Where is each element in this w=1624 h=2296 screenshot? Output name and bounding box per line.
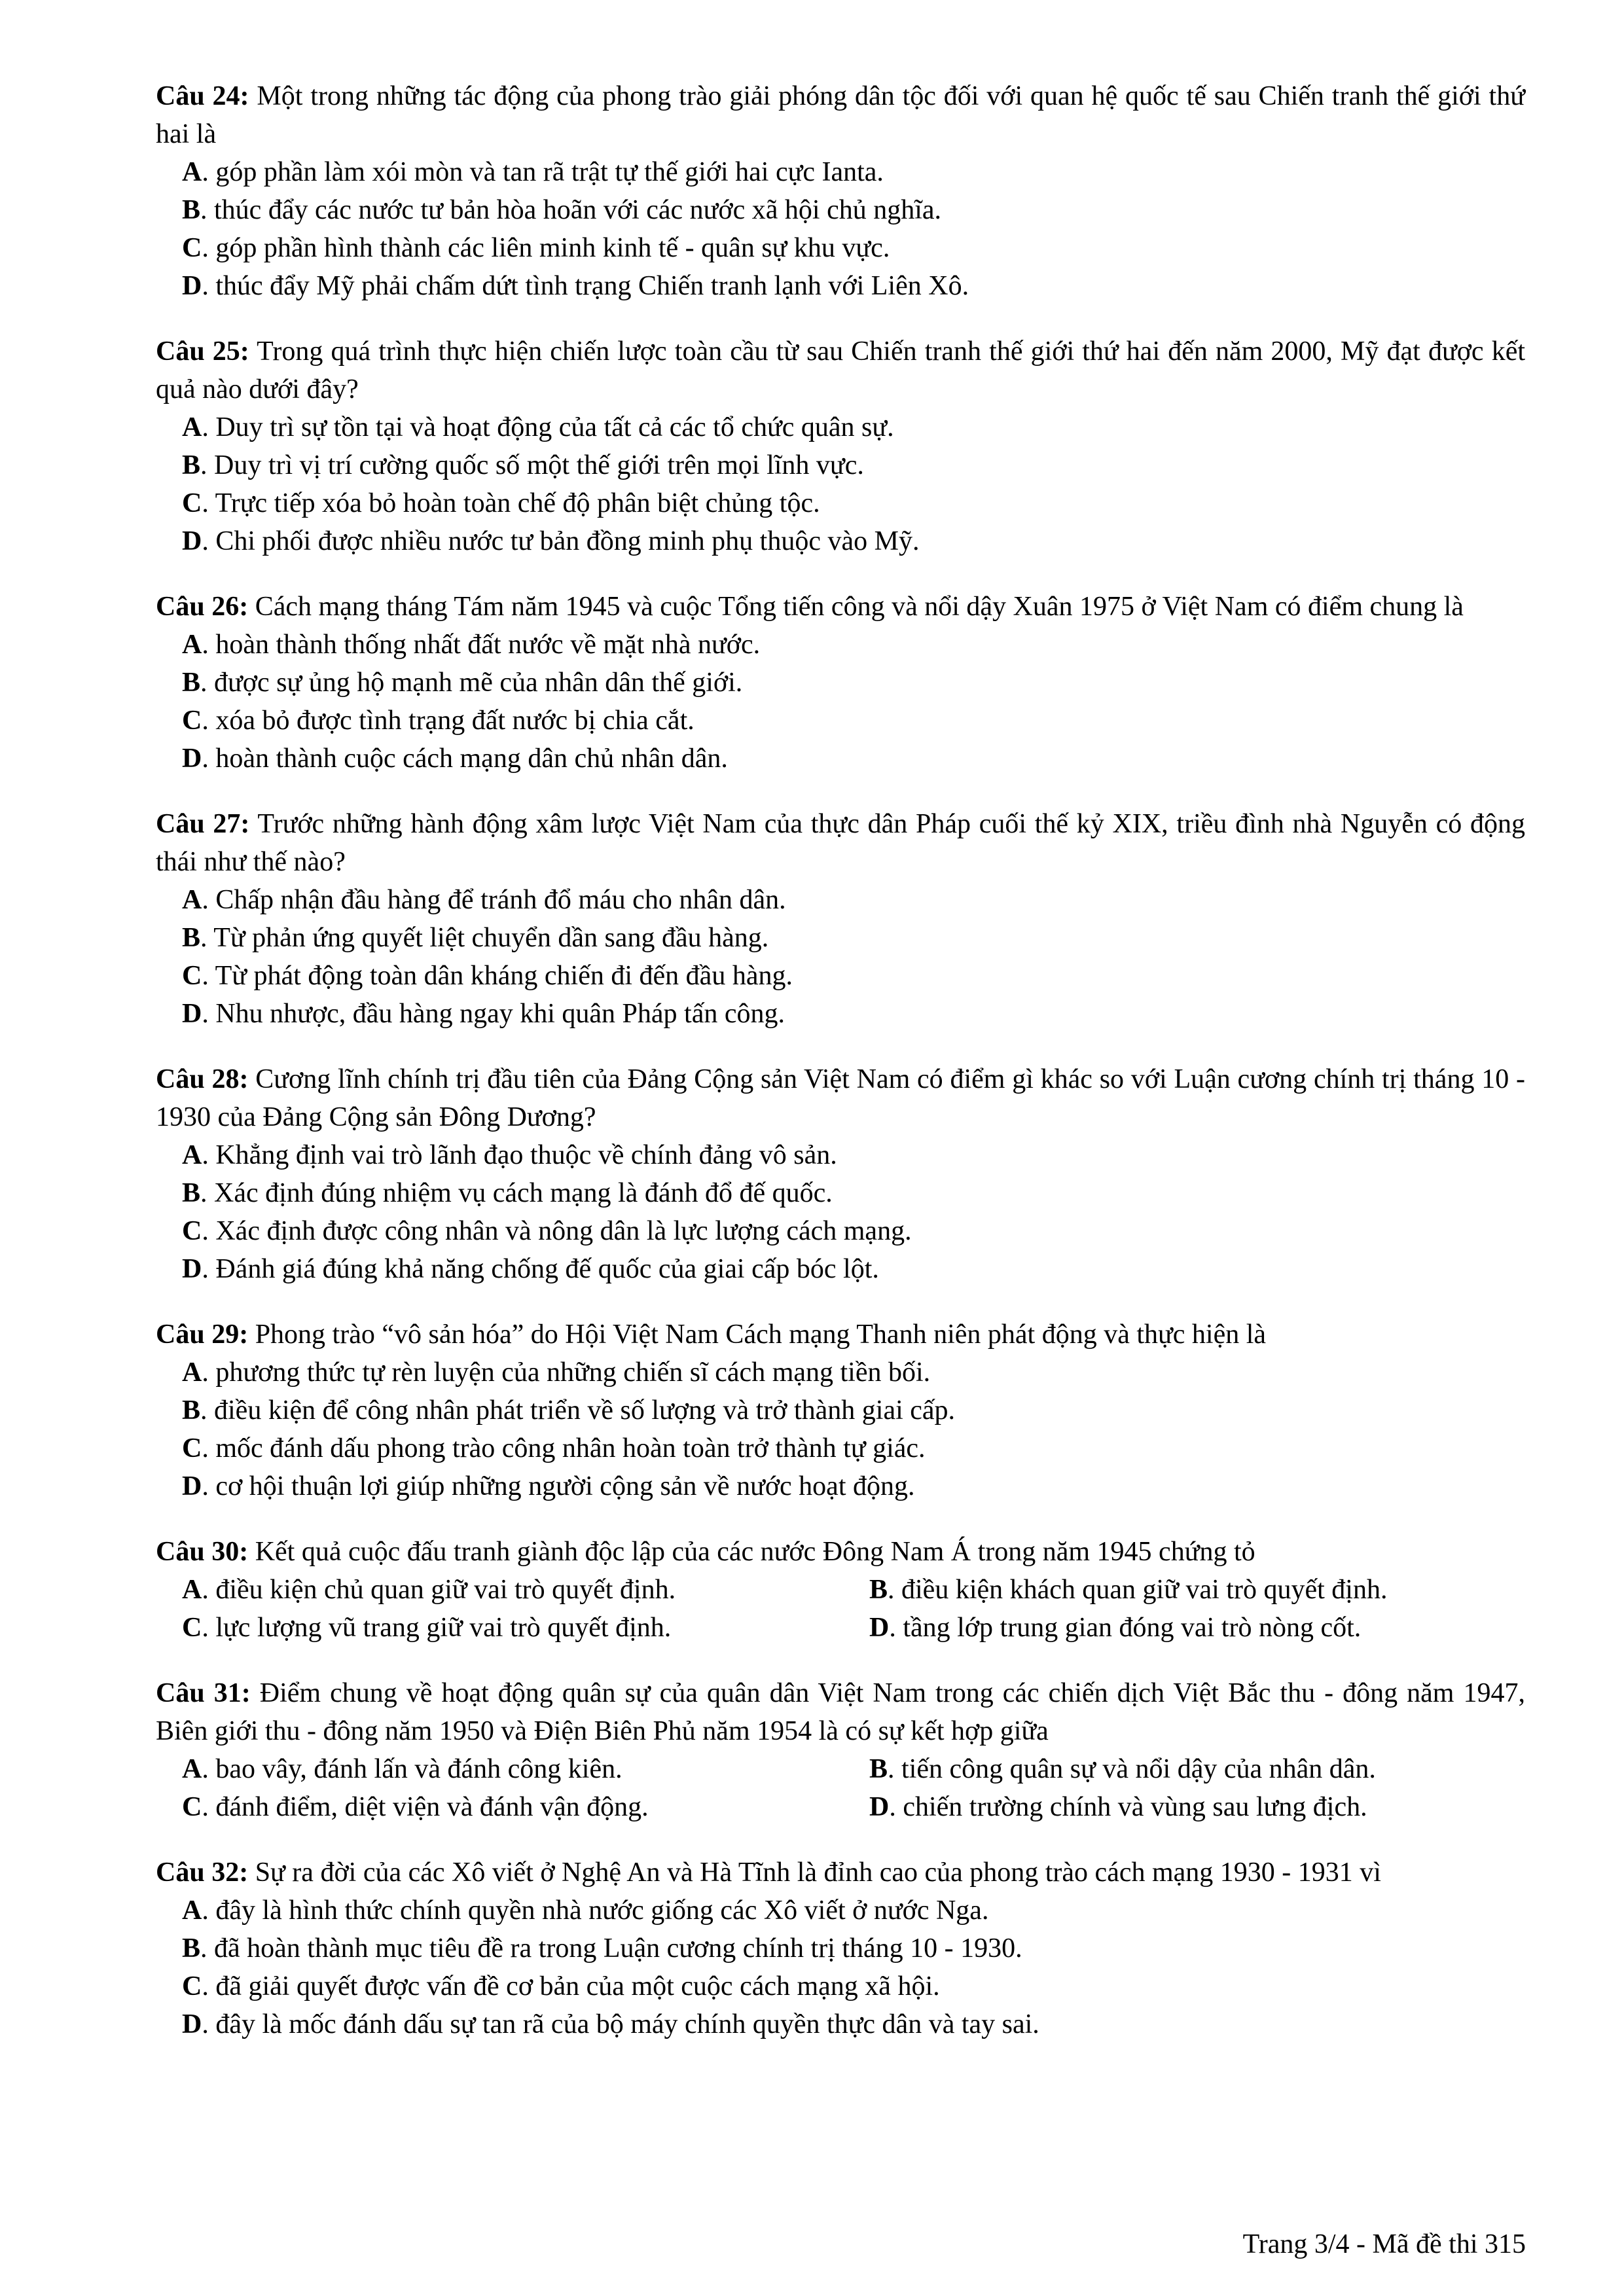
option-letter: D [869, 1613, 890, 1643]
question-number: Câu 28: [156, 1064, 249, 1094]
option-text: . hoàn thành thống nhất đất nước về mặt nhà nước. [202, 630, 761, 660]
answer-options [156, 1136, 1525, 1288]
question-stem [156, 332, 1525, 408]
answer-option [182, 626, 1525, 664]
question-number: Câu 32: [156, 1857, 249, 1888]
answer-option [182, 1429, 1525, 1467]
option-letter: D [182, 1471, 202, 1501]
option-letter: B [182, 1933, 201, 1964]
option-text: . xóa bỏ được tình trạng đất nước bị chia cắt. [202, 706, 695, 736]
answer-option [182, 1212, 1525, 1250]
question-number: Câu 29: [156, 1319, 249, 1350]
option-text: . Xác định đúng nhiệm vụ cách mạng là đánh đổ đế quốc. [200, 1178, 833, 1208]
option-letter: A [182, 1895, 202, 1926]
option-text: . tiến công quân sự và nổi dậy của nhân dân. [888, 1754, 1376, 1784]
question-stem [156, 1854, 1525, 1892]
question-text: Trong quá trình thực hiện chiến lược toàn cầu từ sau Chiến tranh thế giới thứ hai đến năm 2000, Mỹ đạt được kết quả nào dưới đây? [156, 336, 1525, 404]
answer-option [182, 740, 1525, 778]
question-number: Câu 26: [156, 592, 249, 622]
question-text: Trước những hành động xâm lược Việt Nam của thực dân Pháp cuối thế kỷ XIX, triều đình nhà Nguyễn có động thái như thế nào? [156, 809, 1525, 877]
question-stem [156, 805, 1525, 881]
answer-option [869, 1750, 1524, 1788]
answer-option [182, 881, 1525, 919]
question-number: Câu 25: [156, 336, 249, 367]
option-letter: B [869, 1575, 888, 1605]
option-text: . Nhu nhược, đầu hàng ngay khi quân Pháp tấn công. [202, 999, 785, 1029]
option-text: . đã giải quyết được vấn đề cơ bản của một cuộc cách mạng xã hội. [202, 1971, 940, 2001]
option-text: . điều kiện khách quan giữ vai trò quyết định. [888, 1575, 1388, 1605]
option-text: . được sự ủng hộ mạnh mẽ của nhân dân thế giới. [200, 668, 743, 698]
option-text: . Từ phản ứng quyết liệt chuyển dần sang đầu hàng. [200, 923, 769, 953]
question-number: Câu 31: [156, 1678, 251, 1708]
option-text: . phương thức tự rèn luyện của những chiến sĩ cách mạng tiền bối. [202, 1357, 931, 1388]
question-text: Cương lĩnh chính trị đầu tiên của Đảng Cộng sản Việt Nam có điểm gì khác so với Luận cương chính trị tháng 10 - 1930 của Đảng Cộng sản Đông Dương? [156, 1064, 1525, 1132]
answer-option [182, 522, 1525, 560]
answer-option [182, 1354, 1525, 1391]
option-letter: B [182, 923, 201, 953]
question-block [156, 805, 1525, 1033]
answer-options [156, 408, 1525, 560]
option-letter: D [182, 526, 202, 556]
answer-option [182, 408, 1525, 446]
answer-option [182, 1174, 1525, 1212]
answer-options [156, 1750, 1525, 1826]
option-text: . điều kiện để công nhân phát triển về số lượng và trở thành giai cấp. [200, 1395, 956, 1426]
answer-option [182, 2005, 1525, 2043]
option-letter: B [869, 1754, 888, 1784]
option-letter: B [182, 195, 201, 225]
question-stem [156, 1533, 1525, 1571]
option-letter: C [182, 706, 202, 736]
option-letter: A [182, 630, 202, 660]
option-letter: C [182, 233, 202, 263]
question-block [156, 1060, 1525, 1288]
answer-option [182, 1571, 869, 1609]
option-letter: A [182, 412, 202, 442]
option-text: . Duy trì sự tồn tại và hoạt động của tất cả các tổ chức quân sự. [202, 412, 894, 442]
answer-option [182, 267, 1525, 305]
option-letter: A [182, 1357, 202, 1388]
question-stem [156, 1060, 1525, 1136]
option-letter: D [869, 1792, 890, 1822]
question-text: Phong trào “vô sản hóa” do Hội Việt Nam Cách mạng Thanh niên phát động và thực hiện là [248, 1319, 1267, 1350]
option-text: . Chi phối được nhiều nước tư bản đồng minh phụ thuộc vào Mỹ. [202, 526, 920, 556]
option-text: . góp phần hình thành các liên minh kinh tế - quân sự khu vực. [202, 233, 890, 263]
option-letter: D [182, 744, 202, 774]
answer-option [182, 1788, 869, 1826]
answer-options [156, 1354, 1525, 1505]
option-text: . Trực tiếp xóa bỏ hoàn toàn chế độ phân biệt chủng tộc. [202, 488, 820, 518]
option-letter: A [182, 885, 202, 915]
question-block [156, 588, 1525, 778]
question-block [156, 1854, 1525, 2043]
answer-option [182, 1250, 1525, 1288]
question-block [156, 1316, 1525, 1505]
question-stem [156, 1316, 1525, 1354]
option-text: . mốc đánh dấu phong trào công nhân hoàn toàn trở thành tự giác. [202, 1433, 926, 1463]
answer-option [182, 1467, 1525, 1505]
answer-option [182, 484, 1525, 522]
option-text: . cơ hội thuận lợi giúp những người cộng sản về nước hoạt động. [202, 1471, 915, 1501]
option-text: . hoàn thành cuộc cách mạng dân chủ nhân dân. [202, 744, 728, 774]
option-letter: C [182, 961, 202, 991]
answer-option [182, 1967, 1525, 2005]
option-letter: B [182, 668, 201, 698]
option-letter: A [182, 1754, 202, 1784]
option-text: . Duy trì vị trí cường quốc số một thế giới trên mọi lĩnh vực. [200, 450, 864, 480]
answer-options [156, 1571, 1525, 1647]
option-text: . điều kiện chủ quan giữ vai trò quyết định. [202, 1575, 676, 1605]
question-block [156, 77, 1525, 305]
answer-option [182, 153, 1525, 191]
option-text: . Chấp nhận đầu hàng để tránh đổ máu cho nhân dân. [202, 885, 786, 915]
option-text: . bao vây, đánh lấn và đánh công kiên. [202, 1754, 623, 1784]
option-letter: D [182, 1254, 202, 1284]
answer-option [869, 1609, 1524, 1647]
option-letter: C [182, 1792, 202, 1822]
answer-option [182, 664, 1525, 702]
option-letter: D [182, 999, 202, 1029]
question-number: Câu 30: [156, 1537, 249, 1567]
answer-option [182, 957, 1525, 995]
option-text: . Từ phát động toàn dân kháng chiến đi đến đầu hàng. [202, 961, 793, 991]
question-text: Cách mạng tháng Tám năm 1945 và cuộc Tổng tiến công và nổi dậy Xuân 1975 ở Việt Nam có điểm chung là [248, 592, 1464, 622]
option-text: . đánh điểm, diệt viện và đánh vận động. [202, 1792, 649, 1822]
option-letter: B [182, 1395, 201, 1426]
option-letter: D [182, 271, 202, 301]
question-block [156, 332, 1525, 560]
option-text: . lực lượng vũ trang giữ vai trò quyết định. [202, 1613, 672, 1643]
answer-option [182, 229, 1525, 267]
answer-options [156, 626, 1525, 778]
answer-options [156, 1892, 1525, 2043]
option-text: . thúc đẩy các nước tư bản hòa hoãn với các nước xã hội chủ nghĩa. [200, 195, 942, 225]
option-letter: C [182, 1216, 202, 1246]
answer-option [182, 919, 1525, 957]
exam-page [156, 77, 1525, 2071]
question-text: Kết quả cuộc đấu tranh giành độc lập của các nước Đông Nam Á trong năm 1945 chứng tỏ [248, 1537, 1255, 1567]
option-text: . Xác định được công nhân và nông dân là lực lượng cách mạng. [202, 1216, 912, 1246]
option-letter: C [182, 1433, 202, 1463]
question-text: Sự ra đời của các Xô viết ở Nghệ An và Hà Tĩnh là đỉnh cao của phong trào cách mạng 1930 - 1931 vì [248, 1857, 1381, 1888]
option-text: . chiến trường chính và vùng sau lưng địch. [889, 1792, 1367, 1822]
question-block [156, 1533, 1525, 1647]
answer-option [182, 1136, 1525, 1174]
answer-option [182, 191, 1525, 229]
option-letter: C [182, 488, 202, 518]
option-text: . Khẳng định vai trò lãnh đạo thuộc về chính đảng vô sản. [202, 1140, 837, 1170]
option-letter: B [182, 1178, 201, 1208]
answer-option [182, 1391, 1525, 1429]
answer-option [182, 1750, 869, 1788]
answer-option [869, 1571, 1524, 1609]
answer-option [869, 1788, 1524, 1826]
option-letter: A [182, 1140, 202, 1170]
answer-option [182, 1609, 869, 1647]
option-text: . Đánh giá đúng khả năng chống đế quốc của giai cấp bóc lột. [202, 1254, 879, 1284]
answer-options [156, 881, 1525, 1033]
answer-option [182, 702, 1525, 740]
question-number: Câu 27: [156, 809, 250, 839]
answer-option [182, 995, 1525, 1033]
question-list [156, 77, 1525, 2043]
question-stem [156, 1674, 1525, 1750]
option-letter: B [182, 450, 201, 480]
answer-option [182, 1929, 1525, 1967]
option-letter: C [182, 1971, 202, 2001]
question-stem [156, 77, 1525, 153]
answer-options [156, 153, 1525, 305]
option-text: . góp phần làm xói mòn và tan rã trật tự thế giới hai cực Ianta. [202, 157, 884, 187]
option-letter: C [182, 1613, 202, 1643]
page-footer: Trang 3/4 - Mã đề thi 315 [1242, 2229, 1526, 2259]
option-letter: A [182, 1575, 202, 1605]
question-number: Câu 24: [156, 81, 249, 111]
option-text: . đã hoàn thành mục tiêu đề ra trong Luận cương chính trị tháng 10 - 1930. [200, 1933, 1022, 1964]
option-text: . thúc đẩy Mỹ phải chấm dứt tình trạng Chiến tranh lạnh với Liên Xô. [202, 271, 969, 301]
option-text: . đây là hình thức chính quyền nhà nước giống các Xô viết ở nước Nga. [202, 1895, 989, 1926]
question-stem [156, 588, 1525, 626]
answer-option [182, 1892, 1525, 1929]
question-text: Một trong những tác động của phong trào giải phóng dân tộc đối với quan hệ quốc tế sau Chiến tranh thế giới thứ hai là [156, 81, 1525, 149]
option-letter: D [182, 2009, 202, 2039]
question-text: Điểm chung về hoạt động quân sự của quân dân Việt Nam trong các chiến dịch Việt Bắc thu - đông năm 1947, Biên giới thu - đông năm 1950 và Điện Biên Phủ năm 1954 là có sự kết hợp giữa [156, 1678, 1525, 1746]
question-block [156, 1674, 1525, 1826]
option-text: . tầng lớp trung gian đóng vai trò nòng cốt. [889, 1613, 1362, 1643]
answer-option [182, 446, 1525, 484]
option-letter: A [182, 157, 202, 187]
option-text: . đây là mốc đánh dấu sự tan rã của bộ máy chính quyền thực dân và tay sai. [202, 2009, 1039, 2039]
